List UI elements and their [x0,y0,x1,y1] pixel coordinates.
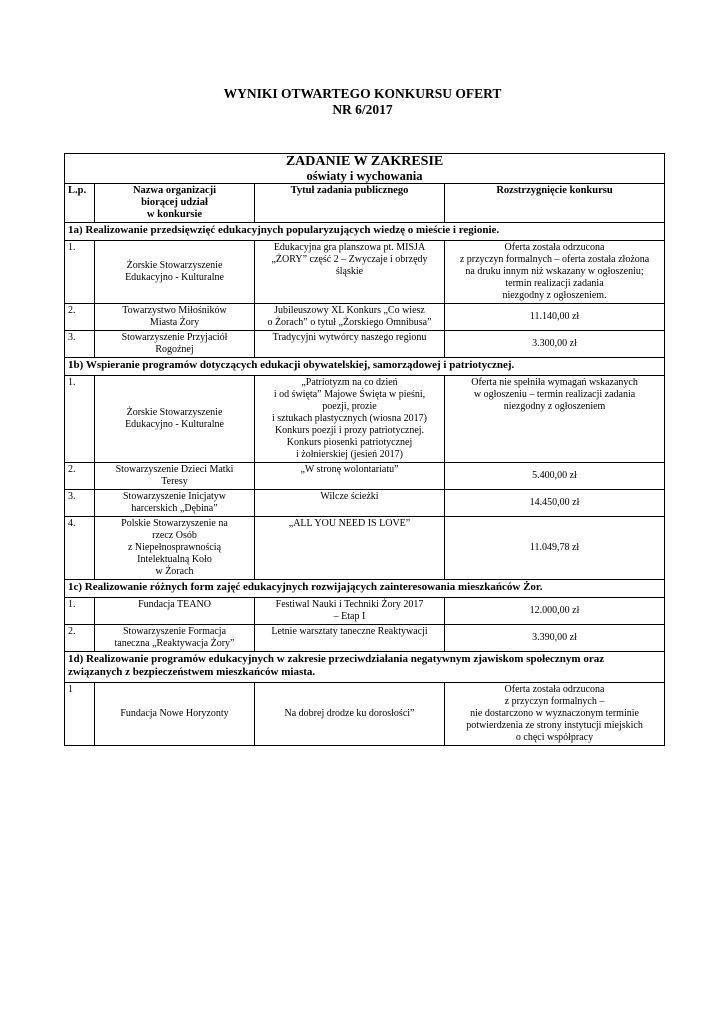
cell-result-line: potwierdzenia ze strony instytucji miejskich [466,720,643,731]
cell-task-line: śląskie [335,266,364,277]
cell-result [445,490,665,517]
cell-org-line: Edukacyjno - Kulturalne [125,272,224,283]
cell-task-line: „ALL YOU NEED IS LOVE” [288,518,411,529]
cell-org-line: z Niepełnosprawnością [127,542,222,553]
cell-task [255,331,445,358]
cell-task-line: „Patriotyzm na co dzień [301,377,398,388]
section-title: 1d) Realizowanie programów edukacyjnych w zakresie przeciwdziałania negatywnym zjawiskom społecznym oraz związanych z bezpieczeństwem mieszkańców miasta. [65,652,665,683]
results-table [64,153,665,746]
cell-task-line: – Etap I [333,611,366,622]
cell-result-line: 5.400,00 zł [532,470,577,481]
cell-task-line: Edukacyjna gra planszowa pt. MISJA [273,242,426,253]
cell-org [95,625,255,652]
cell-result-line: niezgodny z ogłoszeniem. [502,290,607,301]
cell-task-line: Tradycyjni wytwórcy naszego regionu [272,332,427,343]
cell-lp: 1. [65,241,95,304]
cell-lp: 1 [65,683,95,746]
cell-result-line: 11.140,00 zł [529,311,580,322]
cell-result-line: na druku innym niż wskazany w ogłoszeniu; [465,266,644,277]
section-title: 1b) Wspieranie programów dotyczących edukacji obywatelskiej, samorządowej i patriotycznej. [65,358,665,376]
table-row [65,463,665,490]
cell-task [255,241,445,304]
cell-result-line: z przyczyn formalnych – oferta została złożona [459,254,650,265]
section-row [65,223,665,241]
cell-task-line: Wilcze ścieżki [320,491,379,502]
cell-result-line: w ogłoszeniu – termin realizacji zadania [473,389,636,400]
table-row [65,376,665,463]
cell-org-line: Polskie Stowarzyszenie na [121,518,228,529]
cell-org-line: Towarzystwo Miłośników [122,305,227,316]
cell-result [445,241,665,304]
col-header-org-line: Nazwa organizacji [132,185,217,196]
cell-lp: 3. [65,331,95,358]
cell-org [95,490,255,517]
cell-task [255,683,445,746]
table-body [65,223,665,746]
cell-result-line: 12.000,00 zł [529,605,580,616]
col-header-org [95,184,255,223]
cell-lp: 4. [65,517,95,580]
cell-result-line: 3.390,00 zł [532,632,577,643]
col-header-org-line: w konkursie [146,209,203,220]
cell-task-line: Jubileuszowy XL Konkurs „Co wiesz [274,305,425,316]
cell-result [445,376,665,463]
cell-result [445,683,665,746]
section-title: 1a) Realizowanie przedsięwzięć edukacyjnych popularyzujących wiedzę o mieście i regionie. [65,223,665,241]
table-row [65,517,665,580]
cell-lp: 2. [65,304,95,331]
cell-task [255,463,445,490]
cell-org-line: Intelektualną Koło [137,554,212,565]
cell-task-line: Na dobrej drodze ku dorosłości” [284,708,415,719]
cell-org [95,517,255,580]
column-header-row [65,184,665,223]
cell-org [95,598,255,625]
cell-task-line: i sztukach plastycznych (wiosna 2017) [272,413,427,424]
cell-org-line: Teresy [161,476,188,487]
cell-org [95,683,255,746]
cell-task-line: i żołnierskiej (jesień 2017) [296,449,403,460]
cell-result [445,304,665,331]
table-row [65,625,665,652]
cell-result-line: z przyczyn formalnych – [504,696,605,707]
cell-org-line: Fundacja Nowe Horyzonty [120,708,229,719]
cell-org-line: Stowarzyszenie Dzieci Matki [115,464,234,475]
cell-task-line: Konkurs piosenki patriotycznej [286,437,413,448]
document-title [0,86,725,118]
cell-result-line: termin realizacji zadania [505,278,604,289]
task-heading [65,154,665,184]
cell-task [255,376,445,463]
cell-result-line: 11.049,78 zł [529,542,580,553]
cell-org [95,376,255,463]
cell-org [95,463,255,490]
table-row [65,304,665,331]
cell-org-line: Żorskie Stowarzyszenie [126,260,223,271]
cell-task-line: „W stronę wolontariatu” [300,464,399,475]
cell-org-line: Fundacja TEANO [138,599,211,610]
col-header-task: Tytuł zadania publicznego [255,184,445,223]
cell-result [445,517,665,580]
cell-task [255,517,445,580]
cell-lp: 1. [65,376,95,463]
cell-result [445,625,665,652]
cell-org-line: Edukacyjno - Kulturalne [125,419,224,430]
cell-task-line: Konkurs poezji i prozy patriotycznej. [274,425,425,436]
cell-result-line: 3.300,00 zł [532,338,577,349]
cell-lp: 2. [65,625,95,652]
cell-result [445,598,665,625]
cell-task-line: Letnie warsztaty taneczne Reaktywacji [271,626,428,637]
cell-result-line: Oferta nie spełniła wymagań wskazanych [471,377,638,388]
col-header-org-line: biorącej udział [141,197,208,208]
cell-org-line: Stowarzyszenie Inicjatyw [122,491,227,502]
task-heading-line-1: ZADANIE W ZAKRESIE [285,154,444,169]
cell-org-line: taneczna „Reaktywacja Żory” [114,638,235,649]
cell-org-line: Rogoźnej [155,344,194,355]
cell-task-line: poezji, prozie [322,401,377,412]
cell-org [95,241,255,304]
cell-task-line: i od święta” Majowe Święta w pieśni, [273,389,426,400]
cell-task [255,625,445,652]
cell-org-line: Stowarzyszenie Przyjaciół [121,332,228,343]
cell-result-line: niezgodny z ogłoszeniem [503,401,606,412]
cell-task [255,304,445,331]
section-row [65,652,665,683]
section-row [65,580,665,598]
col-header-lp: L.p. [65,184,95,223]
section-title: 1c) Realizowanie różnych form zajęć edukacyjnych rozwijających zainteresowania mieszkańców Żor. [65,580,665,598]
cell-org-line: harcerskich „Dębina” [131,503,218,514]
cell-result [445,331,665,358]
cell-org-line: Miasta Żory [149,317,200,328]
cell-task [255,490,445,517]
cell-result-line: 14.450,00 zł [529,497,580,508]
task-heading-line-2: oświaty i wychowania [306,169,423,183]
cell-result [445,463,665,490]
cell-result-line: Oferta została odrzucona [504,684,605,695]
table-row [65,490,665,517]
cell-lp: 1. [65,598,95,625]
col-header-result: Rozstrzygnięcie konkursu [445,184,665,223]
cell-org-line: Stowarzyszenie Formacja [122,626,227,637]
table-row [65,598,665,625]
cell-org-line: w Żorach [155,566,194,577]
cell-org [95,331,255,358]
table-row [65,683,665,746]
cell-task-line: „ŻORY” część 2 – Zwyczaje i obrzędy [271,254,428,265]
table-row [65,331,665,358]
cell-lp: 2. [65,463,95,490]
cell-task-line: Festiwal Nauki i Techniki Żory 2017 [275,599,424,610]
cell-task [255,598,445,625]
cell-org-line: rzecz Osób [152,530,197,541]
table-row [65,241,665,304]
section-row [65,358,665,376]
title-line-1: WYNIKI OTWARTEGO KONKURSU OFERT [223,86,502,101]
cell-lp: 3. [65,490,95,517]
cell-result-line: nie dostarczono w wyznaczonym terminie [470,708,639,719]
cell-task-line: o Żorach” o tytuł „Żorskiego Omnibusa” [267,317,432,328]
cell-result-line: Oferta została odrzucona [504,242,605,253]
title-line-2: NR 6/2017 [332,102,393,117]
cell-result-line: o chęci współpracy [515,732,594,743]
cell-org [95,304,255,331]
cell-org-line: Żorskie Stowarzyszenie [126,407,223,418]
